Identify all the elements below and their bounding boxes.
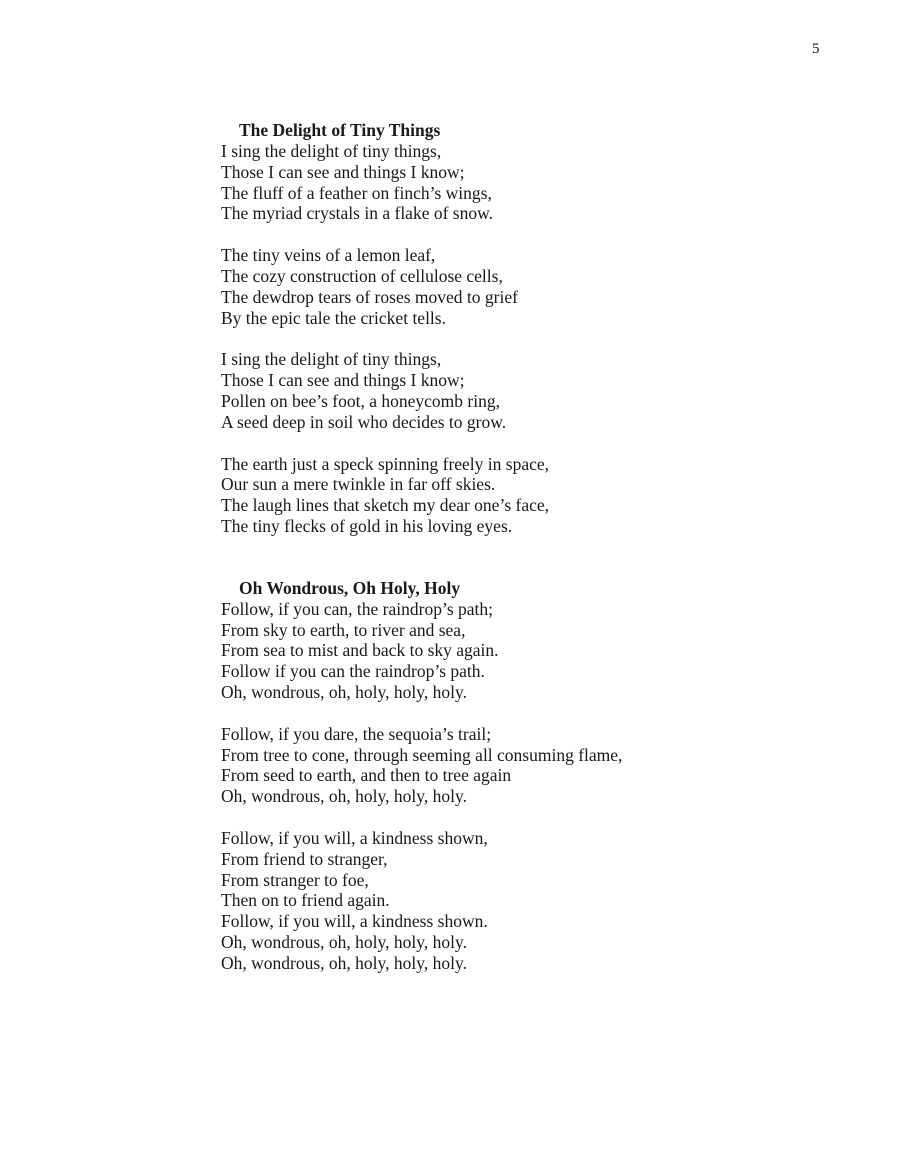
poem-line: Follow, if you will, a kindness shown, [221,827,488,848]
poem-collection [221,120,781,974]
poem-line: Follow if you can the raindrop’s path. [221,661,485,682]
poem-line: Our sun a mere twinkle in far off skies. [221,474,496,495]
poem-delight-of-tiny-things [221,120,781,537]
poem-line: Those I can see and things I know; [221,370,465,391]
poem-line: The tiny flecks of gold in his loving eyes. [221,515,513,536]
stanza [221,724,781,807]
poem-line: The myriad crystals in a flake of snow. [221,203,493,224]
poem-line: Oh, wondrous, oh, holy, holy, holy. [221,786,467,807]
stanza [221,599,781,703]
poem-line: From sky to earth, to river and sea, [221,619,466,640]
poem-line: From seed to earth, and then to tree again [221,765,512,786]
stanza [221,454,781,537]
poem-line: From stranger to foe, [221,869,369,890]
stanza [221,245,781,328]
poem-line: Oh, wondrous, oh, holy, holy, holy. [221,952,467,973]
poem-line: The fluff of a feather on finch’s wings, [221,182,492,203]
poem-line: The laugh lines that sketch my dear one’s face, [221,495,550,516]
poem-line: Follow, if you dare, the sequoia’s trail; [221,723,492,744]
poem-line: Follow, if you can, the raindrop’s path; [221,598,494,619]
stanza [221,141,781,224]
poem-oh-wondrous-oh-holy [221,578,781,974]
poem-line: The earth just a speck spinning freely in space, [221,453,550,474]
poem-title: Oh Wondrous, Oh Holy, Holy [239,577,461,598]
poem-line: Then on to friend again. [221,890,390,911]
poem-line: The tiny veins of a lemon leaf, [221,245,436,266]
poem-line: Oh, wondrous, oh, holy, holy, holy. [221,931,467,952]
page-number: 5 [812,41,820,57]
stanza [221,349,781,432]
poem-line: By the epic tale the cricket tells. [221,307,446,328]
poem-line: The cozy construction of cellulose cells, [221,265,503,286]
poem-line: I sing the delight of tiny things, [221,141,442,161]
poem-line: From friend to stranger, [221,848,388,869]
poem-line: Oh, wondrous, oh, holy, holy, holy. [221,681,467,702]
poem-line: A seed deep in soil who decides to grow. [221,411,507,432]
poem-line: Pollen on bee’s foot, a honeycomb ring, [221,390,500,411]
poem-title: The Delight of Tiny Things [239,120,441,140]
stanza [221,828,781,974]
poem-line: I sing the delight of tiny things, [221,349,442,370]
poem-line: From sea to mist and back to sky again. [221,640,499,661]
poem-line: Those I can see and things I know; [221,161,465,182]
poem-line: From tree to cone, through seeming all consuming flame, [221,744,623,765]
poem-line: Follow, if you will, a kindness shown. [221,911,488,932]
poem-line: The dewdrop tears of roses moved to grief [221,286,518,307]
